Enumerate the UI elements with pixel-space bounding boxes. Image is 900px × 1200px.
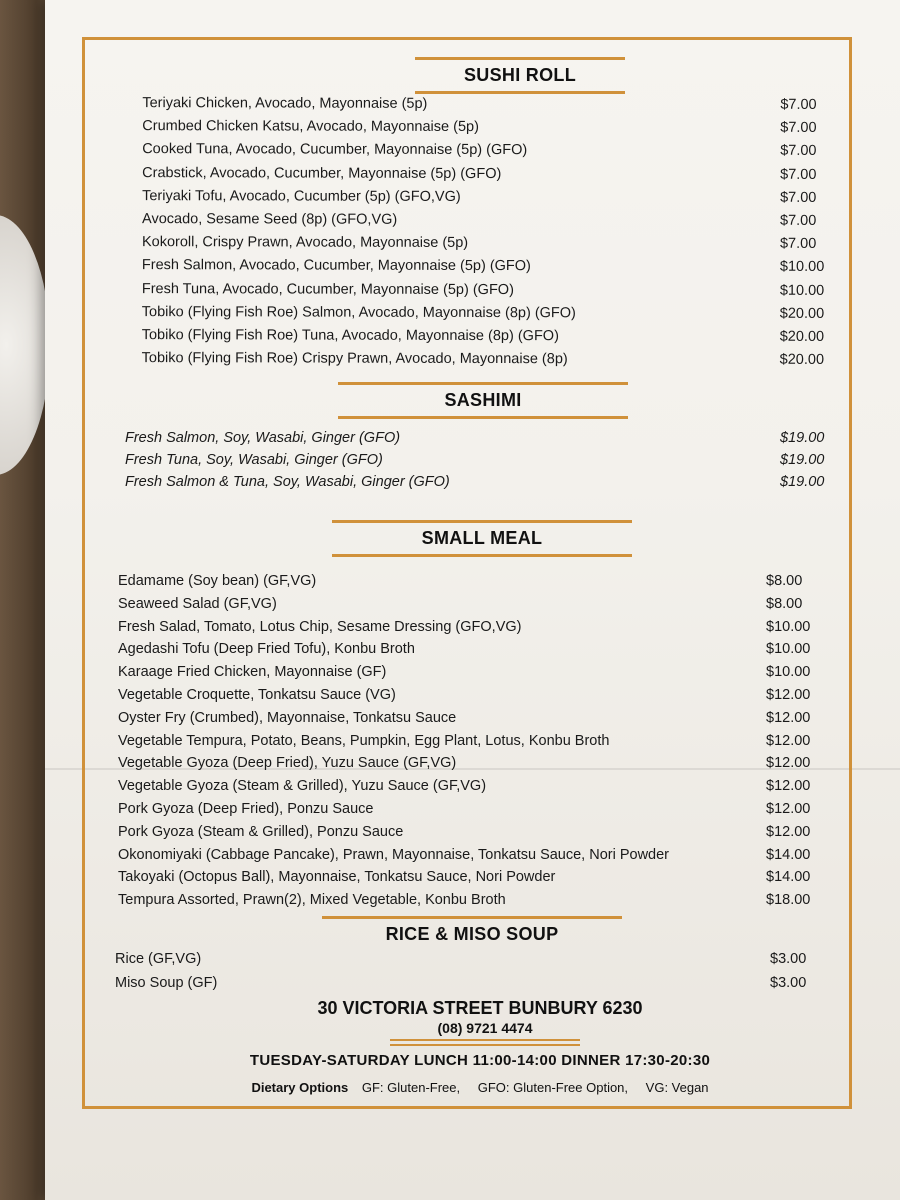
section-title-small-meal: SMALL MEAL [332,528,632,549]
menu-item [115,951,818,975]
menu-item-price: $19.00 [780,452,825,468]
opening-hours: TUESDAY-SATURDAY LUNCH 11:00-14:00 DINNER 17:30-20:30 [249,1052,711,1069]
menu-item-name: Pork Gyoza (Steam & Grilled), Ponzu Sauce [118,823,404,840]
menu-item-price: $12.00 [766,778,811,795]
menu-item-name: Karaage Fried Chicken, Mayonnaise (GF) [118,664,387,681]
menu-item-price: $7.00 [780,189,817,206]
menu-item [142,257,828,282]
section-title-rice-miso: RICE & MISO SOUP [322,924,622,945]
menu-item-name: Fresh Salmon, Soy, Wasabi, Ginger (GFO) [125,430,401,446]
menu-item-name: Avocado, Sesame Seed (8p) (GFO,VG) [142,211,398,228]
menu-item [118,710,826,733]
menu-item [142,304,828,329]
dietary-gfo: GFO: Gluten-Free Option, [477,1080,629,1095]
menu-item [142,118,828,143]
menu-item-name: Tempura Assorted, Prawn(2), Mixed Vegetable, Konbu Broth [118,892,506,909]
menu-item [118,869,826,892]
menu-item [118,824,826,847]
header-rule [415,91,625,94]
menu-item [142,350,828,375]
menu-item [142,141,828,166]
rice-miso-list [115,951,818,999]
menu-item-name: Tobiko (Flying Fish Roe) Tuna, Avocado, Mayonnaise (8p) (GFO) [141,326,559,345]
menu-item-price: $7.00 [779,235,817,252]
header-rule [332,554,632,557]
menu-item [118,733,826,756]
menu-item [142,188,828,213]
menu-item [118,596,826,619]
menu-item-name: Edamame (Soy bean) (GF,VG) [118,573,317,589]
menu-item-price: $10.00 [779,259,825,276]
menu-item [115,975,818,999]
menu-item-name: Fresh Salad, Tomato, Lotus Chip, Sesame Dressing (GFO,VG) [118,618,522,635]
menu-item-price: $3.00 [770,975,807,991]
menu-item-price: $20.00 [779,328,825,345]
menu-item-name: Teriyaki Chicken, Avocado, Mayonnaise (5p) [142,95,428,112]
menu-item-name: Crumbed Chicken Katsu, Avocado, Mayonnaise (5p) [142,118,479,136]
menu-item-name: Okonomiyaki (Cabbage Pancake), Prawn, Mayonnaise, Tonkatsu Sauce, Nori Powder [118,846,670,863]
menu-item-name: Teriyaki Tofu, Avocado, Cucumber (5p) (GFO,VG) [142,187,461,205]
menu-item-name: Oyster Fry (Crumbed), Mayonnaise, Tonkatsu Sauce [118,709,457,726]
menu-item-price: $10.00 [766,618,811,635]
menu-item [118,847,826,870]
menu-item-name: Fresh Salmon & Tuna, Soy, Wasabi, Ginger (GFO) [125,474,450,490]
menu-item-name: Miso Soup (GF) [115,975,218,991]
menu-item-price: $12.00 [766,732,811,749]
menu-item-name: Crabstick, Avocado, Cucumber, Mayonnaise (5p) (GFO) [142,164,502,182]
menu-item [118,573,826,596]
menu-item-name: Pork Gyoza (Deep Fried), Ponzu Sauce [118,800,374,817]
menu-item-price: $7.00 [780,119,817,137]
section-title-sushi-roll: SUSHI ROLL [415,65,625,86]
header-rule [338,382,628,385]
menu-item-price: $12.00 [766,686,811,703]
header-rule [338,416,628,419]
menu-item [118,892,826,915]
menu-item [118,641,826,664]
menu-item-name: Seaweed Salad (GF,VG) [118,595,277,612]
menu-item [142,281,828,306]
menu-item [118,778,826,801]
menu-item-name: Rice (GF,VG) [115,951,202,967]
restaurant-phone: (08) 9721 4474 [437,1020,533,1036]
menu-item [142,211,828,236]
menu-item-price: $20.00 [779,305,825,322]
menu-item-price: $12.00 [766,823,811,840]
menu-item-price: $14.00 [766,846,811,863]
menu-item-price: $8.00 [766,573,803,589]
menu-item-price: $12.00 [766,755,811,772]
header-rule [332,520,632,523]
dietary-label: Dietary Options [251,1080,349,1095]
menu-item [125,474,832,496]
menu-item-price: $7.00 [780,166,817,183]
menu-item-price: $10.00 [766,664,811,681]
menu-item-price: $3.00 [770,951,807,967]
menu-item [118,687,826,710]
menu-item-price: $10.00 [779,282,825,299]
menu-item-price: $19.00 [780,430,825,446]
menu-item-name: Tobiko (Flying Fish Roe) Salmon, Avocado, Mayonnaise (8p) (GFO) [141,303,576,321]
menu-item-price: $10.00 [766,641,811,658]
menu-item-price: $20.00 [779,351,825,368]
menu-item [125,430,832,452]
restaurant-address: 30 VICTORIA STREET BUNBURY 6230 [317,998,643,1018]
menu-item [142,234,828,259]
menu-item [142,165,828,190]
header-rule [322,916,622,919]
menu-item-name: Takoyaki (Octopus Ball), Mayonnaise, Tonkatsu Sauce, Nori Powder [118,869,556,886]
menu-item-name: Agedashi Tofu (Deep Fried Tofu), Konbu Broth [118,641,415,658]
phone-rule [390,1039,580,1041]
menu-item [142,95,828,120]
menu-item-price: $7.00 [780,96,817,113]
menu-item [118,801,826,824]
menu-item-price: $19.00 [780,474,825,490]
menu-item-name: Vegetable Tempura, Potato, Beans, Pumpkin, Egg Plant, Lotus, Konbu Broth [118,732,610,749]
menu-item-name: Kokoroll, Crispy Prawn, Avocado, Mayonnaise (5p) [141,234,469,252]
menu-item [118,755,826,778]
menu-item-name: Fresh Salmon, Avocado, Cucumber, Mayonnaise (5p) (GFO) [141,257,531,275]
menu-item [118,664,826,687]
menu-item-price: $12.00 [766,709,811,726]
dietary-gf: GF: Gluten-Free, [361,1080,461,1095]
section-title-sashimi: SASHIMI [338,390,628,411]
menu-item-price: $18.00 [766,892,811,909]
dietary-vg: VG: Vegan [645,1080,709,1095]
menu-item-price: $7.00 [780,212,817,229]
menu-item-price: $7.00 [780,143,817,160]
menu-item-name: Vegetable Croquette, Tonkatsu Sauce (VG) [118,686,396,703]
menu-item-name: Vegetable Gyoza (Steam & Grilled), Yuzu Sauce (GF,VG) [118,778,487,795]
menu-item [125,452,832,474]
menu-item-price: $8.00 [766,595,803,612]
sashimi-list [125,430,832,496]
menu-item-name: Fresh Tuna, Soy, Wasabi, Ginger (GFO) [125,452,383,468]
small-meal-list [118,573,826,915]
menu-item [142,327,828,352]
dietary-legend [160,1080,800,1095]
menu-item-name: Cooked Tuna, Avocado, Cucumber, Mayonnaise (5p) (GFO) [142,141,528,159]
menu-item-name: Tobiko (Flying Fish Roe) Crispy Prawn, Avocado, Mayonnaise (8p) [141,350,568,368]
menu-item [118,619,826,642]
sushi-roll-list [142,95,829,375]
header-rule [415,57,625,60]
menu-item-price: $14.00 [766,869,811,886]
phone-rule [390,1044,580,1046]
menu-item-price: $12.00 [766,800,811,817]
menu-item-name: Vegetable Gyoza (Deep Fried), Yuzu Sauce (GF,VG) [118,755,457,772]
menu-item-name: Fresh Tuna, Avocado, Cucumber, Mayonnaise (5p) (GFO) [141,280,514,298]
